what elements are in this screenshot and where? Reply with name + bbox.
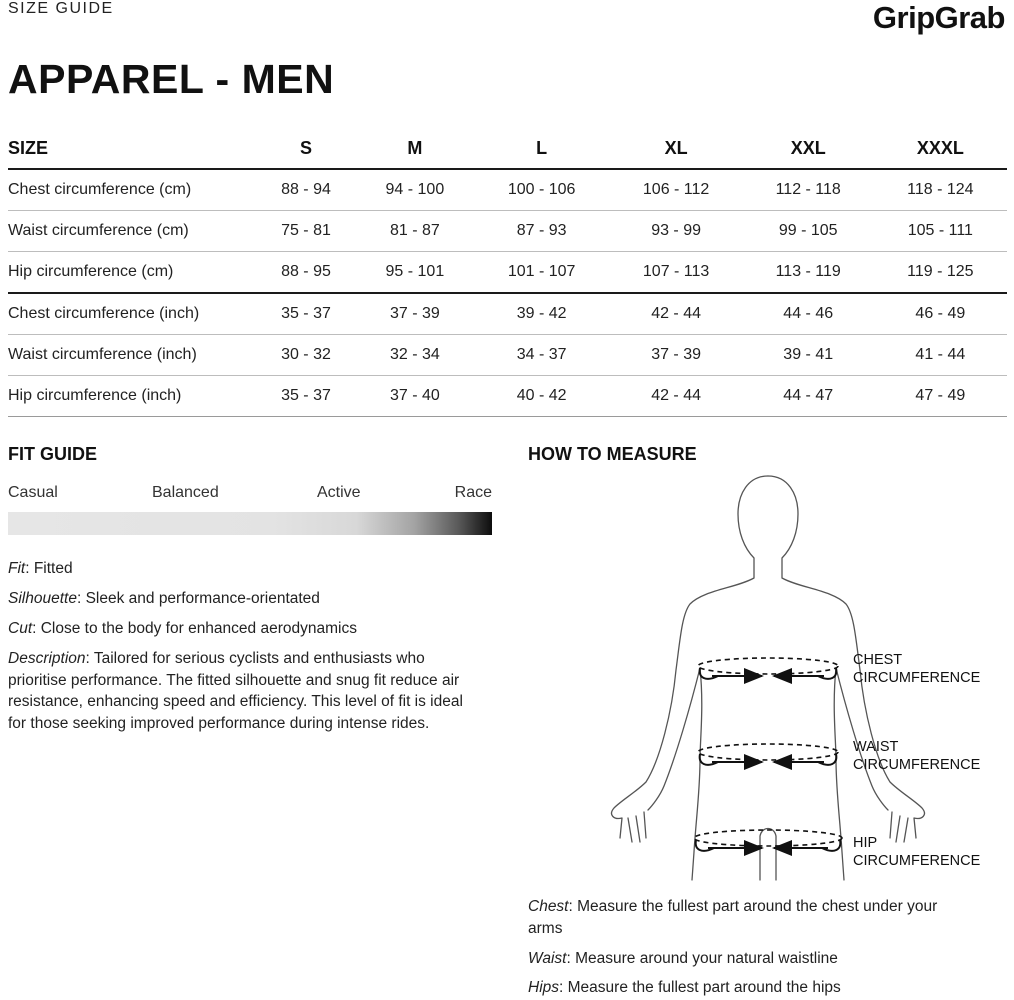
cut-item [8, 618, 478, 640]
table-row [8, 293, 1007, 335]
table-cell: 44 - 47 [743, 376, 874, 417]
hips-measure-key: Hips [528, 979, 560, 996]
fit-scale-active: Active [317, 484, 361, 501]
how-to-measure-title: HOW TO MEASURE [528, 444, 697, 464]
chest-dashed-ellipse [698, 658, 838, 674]
row-label: Chest circumference (inch) [8, 293, 256, 335]
table-cell: 42 - 44 [609, 376, 742, 417]
table-cell: 94 - 100 [356, 169, 474, 211]
table-cell: 41 - 44 [874, 335, 1007, 376]
silhouette-item [8, 588, 478, 610]
chest-label-line2: CIRCUMFERENCE [853, 670, 981, 686]
fit-item-text: : Fitted [25, 560, 73, 577]
hips-measure-text: : Measure the fullest part around the hips [559, 979, 841, 996]
fit-guide-title: FIT GUIDE [8, 444, 97, 464]
hip-dashed-ellipse [694, 830, 842, 846]
table-cell: 107 - 113 [609, 252, 742, 294]
table-cell: 39 - 42 [474, 293, 610, 335]
table-cell: 101 - 107 [474, 252, 610, 294]
chest-label-line1: CHEST [853, 652, 903, 668]
waist-label-line1: WAIST [853, 739, 899, 755]
table-row [8, 252, 1007, 294]
column-header-size: SIZE [8, 128, 256, 169]
fit-scale-race: Race [454, 484, 492, 501]
figure-labels [853, 652, 981, 869]
fit-scale-balanced: Balanced [152, 484, 219, 501]
table-cell: 35 - 37 [256, 293, 356, 335]
column-header-s: S [256, 128, 356, 169]
cut-item-key: Cut [8, 620, 33, 637]
table-cell: 37 - 39 [356, 293, 474, 335]
page-header [8, 0, 1008, 40]
hip-label-line2: CIRCUMFERENCE [853, 853, 981, 869]
table-row [8, 211, 1007, 252]
chest-measure-key: Chest [528, 898, 569, 915]
description-item-key: Description [8, 650, 86, 667]
waist-dashed-ellipse [698, 744, 838, 760]
fit-scale-casual: Casual [8, 484, 58, 501]
fit-gradient-bar [8, 512, 492, 535]
column-header-xxl: XXL [743, 128, 874, 169]
waist-measure-key: Waist [528, 950, 567, 967]
row-label: Waist circumference (cm) [8, 211, 256, 252]
table-cell: 39 - 41 [743, 335, 874, 376]
table-row [8, 169, 1007, 211]
fit-item-key: Fit [8, 560, 26, 577]
table-cell: 87 - 93 [474, 211, 610, 252]
table-cell: 32 - 34 [356, 335, 474, 376]
body-measurement-figure [600, 468, 1014, 888]
row-label: Chest circumference (cm) [8, 169, 256, 211]
waist-measure-text: : Measure around your natural waistline [566, 950, 838, 967]
table-cell: 40 - 42 [474, 376, 610, 417]
table-cell: 106 - 112 [609, 169, 742, 211]
column-header-xl: XL [609, 128, 742, 169]
description-item [8, 648, 478, 734]
size-table [8, 128, 1007, 417]
fit-item [8, 558, 478, 580]
size-guide-label: SIZE GUIDE [8, 0, 114, 17]
table-cell: 113 - 119 [743, 252, 874, 294]
description-item-text: : Tailored for serious cyclists and enthusiasts who prioritise performance. The fitted silhouette and snug fit reduce air resistance, enhancing speed and efficiency. This level of fit is ideal for those seeking improved performance during intense rides. [8, 650, 463, 732]
table-header-row [8, 128, 1007, 169]
column-header-xxxl: XXXL [874, 128, 1007, 169]
column-header-m: M [356, 128, 474, 169]
table-cell: 75 - 81 [256, 211, 356, 252]
page-title: APPAREL - MEN [8, 56, 335, 102]
hips-measure-item [528, 977, 968, 999]
table-cell: 30 - 32 [256, 335, 356, 376]
table-cell: 47 - 49 [874, 376, 1007, 417]
table-cell: 34 - 37 [474, 335, 610, 376]
table-cell: 37 - 39 [609, 335, 742, 376]
table-cell: 44 - 46 [743, 293, 874, 335]
hip-label-line1: HIP [853, 835, 878, 851]
chest-measure-item [528, 896, 968, 939]
table-cell: 35 - 37 [256, 376, 356, 417]
brand-logo: GripGrab [872, 0, 1005, 35]
table-cell: 46 - 49 [874, 293, 1007, 335]
table-cell: 112 - 118 [743, 169, 874, 211]
column-header-l: L [474, 128, 610, 169]
waist-measure-item [528, 948, 968, 970]
fit-scale-labels [8, 484, 492, 504]
table-cell: 119 - 125 [874, 252, 1007, 294]
table-cell: 88 - 94 [256, 169, 356, 211]
table-cell: 95 - 101 [356, 252, 474, 294]
table-cell: 100 - 106 [474, 169, 610, 211]
table-cell: 99 - 105 [743, 211, 874, 252]
table-cell: 88 - 95 [256, 252, 356, 294]
row-label: Waist circumference (inch) [8, 335, 256, 376]
table-cell: 42 - 44 [609, 293, 742, 335]
waist-label-line2: CIRCUMFERENCE [853, 757, 981, 773]
table-cell: 37 - 40 [356, 376, 474, 417]
table-cell: 93 - 99 [609, 211, 742, 252]
silhouette-item-text: : Sleek and performance-orientated [76, 590, 320, 607]
table-row [8, 376, 1007, 417]
row-label: Hip circumference (cm) [8, 252, 256, 294]
table-cell: 105 - 111 [874, 211, 1007, 252]
chest-measure-text: : Measure the fullest part around the chest under your arms [528, 898, 938, 937]
silhouette-item-key: Silhouette [8, 590, 77, 607]
table-row [8, 335, 1007, 376]
table-cell: 81 - 87 [356, 211, 474, 252]
cut-item-text: : Close to the body for enhanced aerodynamics [32, 620, 357, 637]
row-label: Hip circumference (inch) [8, 376, 256, 417]
table-cell: 118 - 124 [874, 169, 1007, 211]
